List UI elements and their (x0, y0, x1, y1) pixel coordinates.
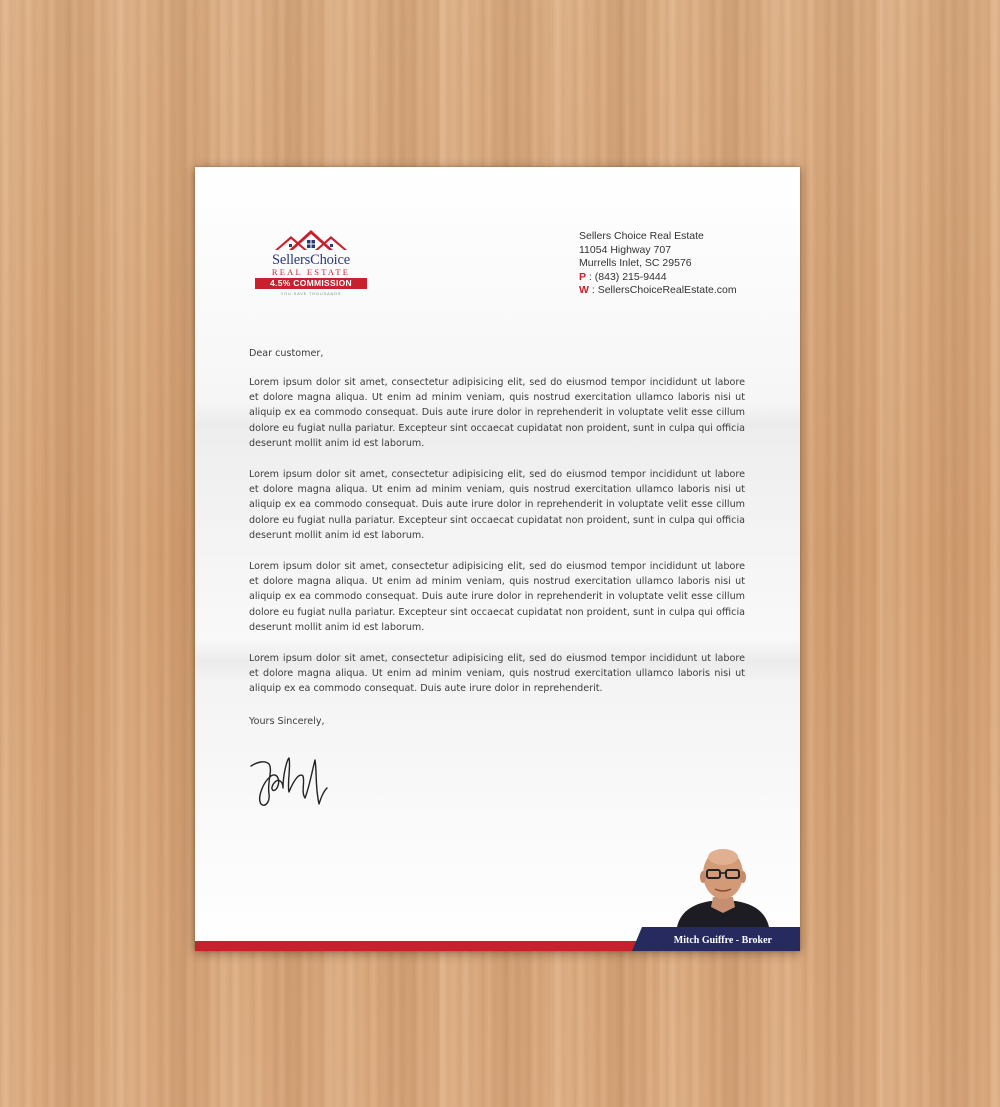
logo-commission-banner: 4.5% COMMISSION (255, 278, 367, 289)
address-line-1: 11054 Highway 707 (579, 243, 672, 256)
closing: Yours Sincerely, (249, 715, 325, 727)
web-label: W (579, 284, 589, 296)
phone-row: P : (843) 215-9444 (579, 270, 667, 283)
phone-label: P (579, 270, 587, 283)
greeting: Dear customer, (249, 348, 324, 359)
web-row: W : SellersChoiceRealEstate.com (579, 284, 737, 296)
company-logo (253, 230, 369, 302)
paragraph: Lorem ipsum dolor sit amet, consectetur adipisicing elit, sed do eiusmod tempor incididunt ut labore et dolore magna aliqua. Ut enim ad minim veniam, quis nostrud exercitation ullamco laboris nisi ut aliquip ex ea commodo consequat. Duis aute irure dolor in reprehenderit in voluptate velit esse cillum dolore eu fugiat nulla pariatur. Excepteur sint occaecat cupidatat non proident, sunt in culpa qui officia deserunt mollit anim id est laborum. (249, 377, 745, 449)
signature-image (249, 752, 329, 810)
broker-photo (673, 847, 773, 927)
logo-tagline: YOU SAVE THOUSANDS (280, 291, 342, 296)
logo-name: SellersChoice (272, 252, 350, 268)
paragraph: Lorem ipsum dolor sit amet, consectetur adipisicing elit, sed do eiusmod tempor incididunt ut labore et dolore magna aliqua. Ut enim ad minim veniam, quis nostrud exercitation ullamco laboris nisi ut aliquip ex ea commodo consequat. Duis aute irure dolor in reprehenderit. (249, 653, 745, 695)
letterhead-page (195, 167, 800, 951)
broker-name: Mitch Guiffre - Broker (673, 935, 772, 946)
phone-number: (843) 215-9444 (594, 270, 667, 283)
company-name: Sellers Choice Real Estate (579, 230, 704, 242)
logo-subtitle: REAL ESTATE (271, 267, 351, 277)
contact-block (579, 230, 737, 298)
letter-body (249, 347, 745, 737)
houses-logo-icon (275, 230, 347, 254)
website: SellersChoiceRealEstate.com (597, 284, 737, 296)
paragraph: Lorem ipsum dolor sit amet, consectetur adipisicing elit, sed do eiusmod tempor incididunt ut labore et dolore magna aliqua. Ut enim ad minim veniam, quis nostrud exercitation ullamco laboris nisi ut aliquip ex ea commodo consequat. Duis aute irure dolor in reprehenderit in voluptate velit esse cillum dolore eu fugiat nulla pariatur. Excepteur sint occaecat cupidatat non proident, sunt in culpa qui officia deserunt mollit anim id est laborum. (249, 469, 745, 541)
address-line-2: Murrells Inlet, SC 29576 (579, 257, 692, 269)
paragraph: Lorem ipsum dolor sit amet, consectetur adipisicing elit, sed do eiusmod tempor incididunt ut labore et dolore magna aliqua. Ut enim ad minim veniam, quis nostrud exercitation ullamco laboris nisi ut aliquip ex ea commodo consequat. Duis aute irure dolor in reprehenderit in voluptate velit esse cillum dolore eu fugiat nulla pariatur. Excepteur sint occaecat cupidatat non proident, sunt in culpa qui officia deserunt mollit anim id est laborum. (249, 561, 745, 633)
